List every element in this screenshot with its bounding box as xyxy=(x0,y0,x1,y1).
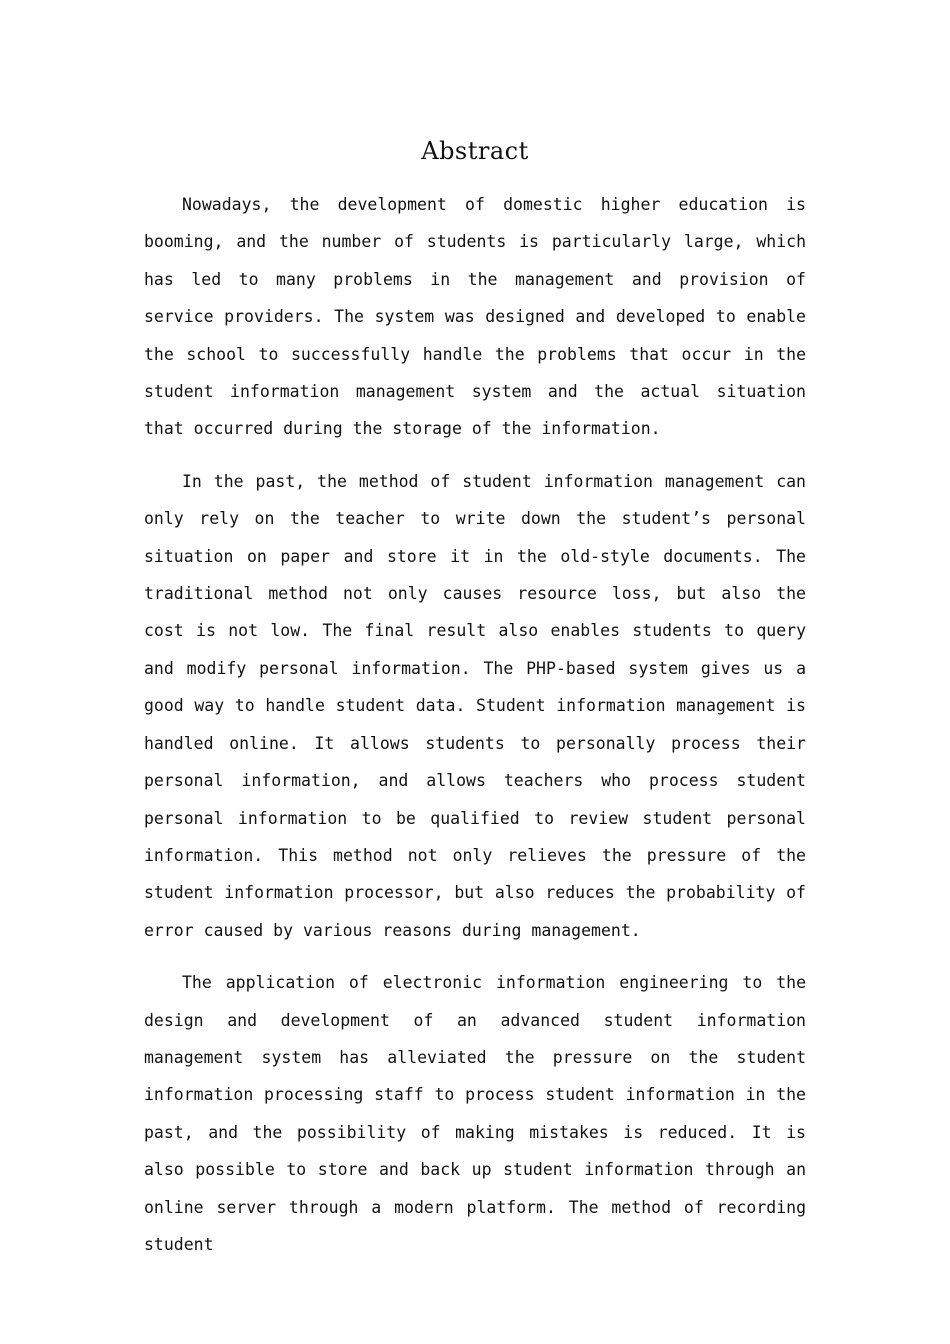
abstract-body xyxy=(144,186,806,1278)
page-title: Abstract xyxy=(421,137,529,165)
paragraph-1: Nowadays, the development of domestic higher education is booming, and the number of students is particularly large, which has led to many problems in the management and provision of service providers. The system was designed and developed to enable the school to successfully handle the problems that occur in the student information management system and the actual situation that occurred during the storage of the information. xyxy=(144,195,806,439)
paragraph-3: The application of electronic information engineering to the design and development of an advanced student information management system has alleviated the pressure on the student information processing staff to process student information in the past, and the possibility of making mistakes is reduced. It is also possible to store and back up student information through an online server through a modern platform. The method of recording student xyxy=(144,973,806,1254)
paragraph-2: In the past, the method of student information management can only rely on the teacher to write down the student’s personal situation on paper and store it in the old-style documents. The traditional method not only causes resource loss, but also the cost is not low. The final result also enables students to query and modify personal information. The PHP-based system gives us a good way to handle student data. Student information management is handled online. It allows students to personally process their personal information, and allows teachers who process student personal information to be qualified to review student personal information. This method not only relieves the pressure of the student information processor, but also reduces the probability of error caused by various reasons during management. xyxy=(144,471,806,940)
